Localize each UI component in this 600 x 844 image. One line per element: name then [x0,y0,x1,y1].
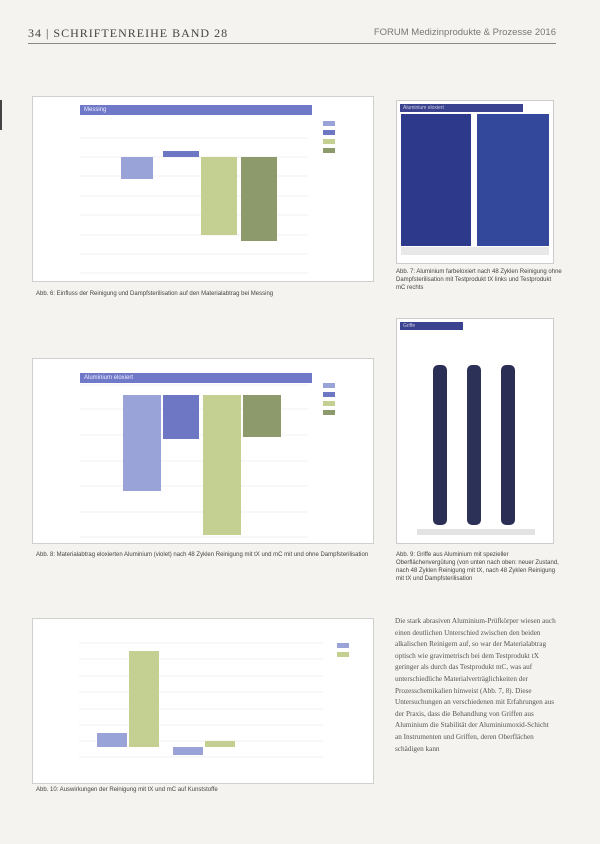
figure-8-caption: Abb. 8: Materialabtrag eloxierten Aluminium (violet) nach 48 Zyklen Reinigung mit tX und mC mit und ohne Dampfsterilisation [36,552,369,558]
figure-7-photo [396,100,554,264]
figure-6-caption: Abb. 6: Einfluss der Reinigung und Dampfsterilisation auf den Materialabtrag bei Messing [36,291,274,297]
figure-6-chart [32,96,374,282]
fig6-bar-1 [121,157,153,179]
fig6-bar-4 [241,157,277,241]
figure-8-plot [33,359,373,543]
figure-9-image [397,319,553,543]
fig6-bar-2 [163,151,199,157]
figure-7-image [397,101,553,263]
header-rule [28,43,556,44]
fig8-bar-4 [243,395,281,437]
body-text-column [395,616,557,755]
running-header [0,26,600,42]
fig10-bar-3 [173,747,203,755]
fig10-bar-4 [205,741,235,747]
figure-10-chart [32,618,374,784]
fig8-bar-3 [203,395,241,535]
page-edge-mark [0,100,2,130]
fig10-bar-2 [129,651,159,747]
figure-8-chart [32,358,374,544]
figure-9-caption: Abb. 9: Griffe aus Aluminium mit spezieller Oberflächenvergütung (von unten nach oben: neuer Zustand, nach 48 Zyklen Reinigung mit tX, nach 48 Zyklen Reinigung mit tX und Dampfsterilisation [396,552,559,582]
body-paragraph: Die stark abrasiven Aluminium-Prüfkörper wiesen auch einen deutlichen Unterschied zwischen den beiden alkalischen Reinigern auf, so war der Materialabtrag optisch wie gravimetrisch bei dem Testprodukt tX geringer als durch das Testprodukt mC, was auf unterschiedliche Materialverträglichkeiten der Prozesschemikalien hinweist (Abb. 7, 8). Diese Untersuchungen an verschiedenen mit Erfahrungen aus der Praxis, dass die Behandlung von Griffen aus Aluminium die Stabilität der Aluminiumoxid-Schicht an Instrumenten und Griffen, deren Oberflächen schädigen kann [395,617,556,753]
fig8-bar-1 [123,395,161,491]
figure-8-title: Aluminium eloxiert [80,373,312,383]
fig6-bar-3 [201,157,237,235]
header-publication: FORUM Medizinprodukte & Prozesse 2016 [373,27,556,38]
figure-9-title: Griffe [400,322,463,330]
fig10-bar-1 [97,733,127,747]
figure-10-caption: Abb. 10: Auswirkungen der Reinigung mit tX und mC auf Kunststoffe [36,787,218,793]
figure-7-title: Aluminium eloxiert [400,104,523,112]
figure-10-plot [33,619,373,783]
figure-6-plot [33,97,373,281]
header-series-title: 34 | SCHRIFTENREIHE BAND 28 [28,26,229,40]
figure-6-title: Messing [80,105,312,115]
figure-7-caption: Abb. 7: Aluminium farbeloxiert nach 48 Zyklen Reinigung ohne Dampfsterilisation mit Testprodukt tX links und Testprodukt mC rechts [396,269,562,291]
figure-9-photo [396,318,554,544]
fig8-bar-2 [163,395,199,439]
